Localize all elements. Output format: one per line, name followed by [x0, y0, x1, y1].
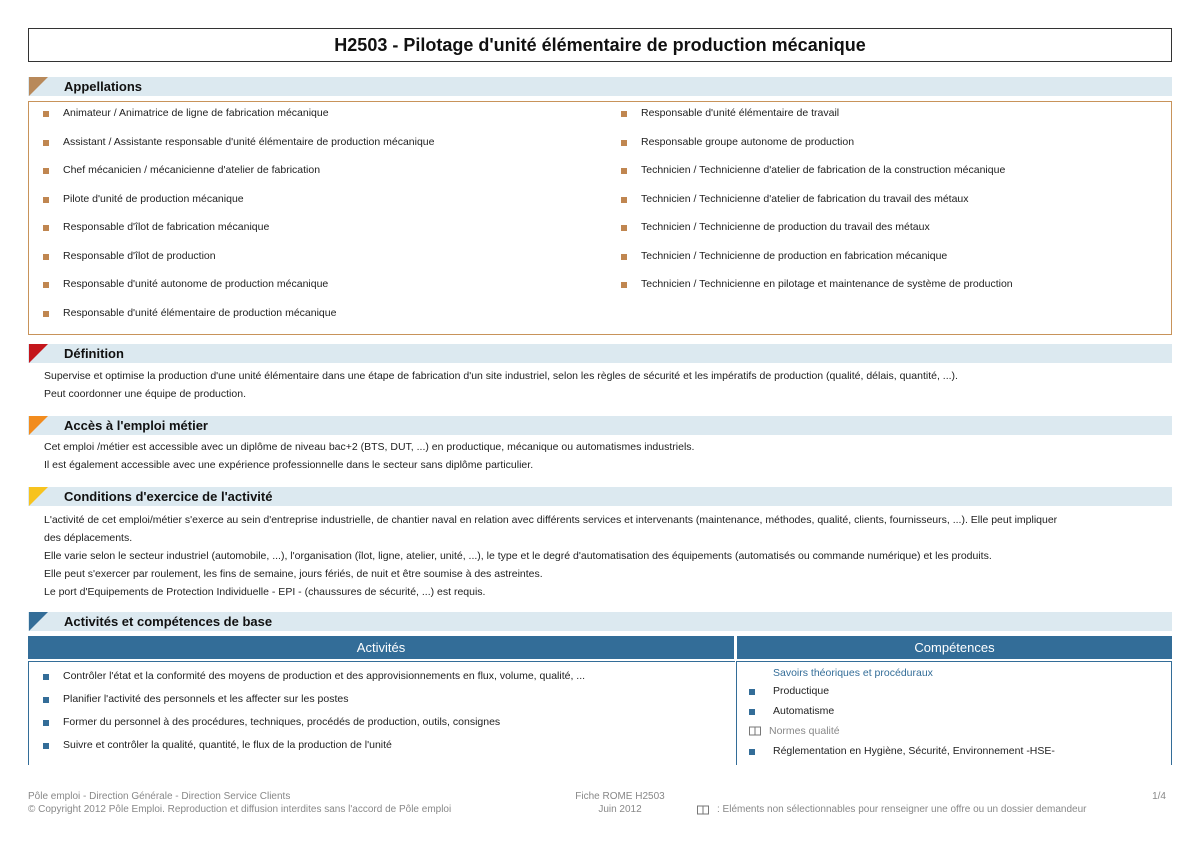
- appellation-item: [43, 307, 434, 336]
- appellation-item: [43, 136, 434, 165]
- competences-items: [749, 685, 1055, 765]
- footer-left: [28, 790, 451, 816]
- square-bullet-icon: [43, 168, 49, 174]
- acces-line: Il est également accessible avec une expérience professionnelle dans le secteur sans diplôme particulier.: [44, 459, 534, 471]
- square-bullet-icon: [621, 140, 627, 146]
- square-bullet-icon: [43, 111, 49, 117]
- section-appellations-bar: [28, 77, 1172, 96]
- appellation-item: [621, 221, 1013, 250]
- definition-line: Peut coordonner une équipe de production.: [44, 388, 246, 400]
- appellation-item-label: Technicien / Technicienne de production du travail des métaux: [641, 221, 930, 233]
- appellation-item-label: Assistant / Assistante responsable d'unité élémentaire de production mécanique: [63, 135, 435, 148]
- activites-box: [28, 661, 735, 765]
- appellations-right-list: [621, 107, 1013, 307]
- page-title: H2503 - Pilotage d'unité élémentaire de production mécanique: [28, 28, 1172, 62]
- square-bullet-icon: [43, 282, 49, 288]
- square-bullet-icon: [621, 111, 627, 117]
- square-bullet-icon: [621, 197, 627, 203]
- definition-line: Supervise et optimise la production d'une unité élémentaire dans une étape de fabrication d'un site industriel, selon les règles de sécurité et les impératifs de production (qualité, délais, quantité, ...).: [44, 370, 958, 382]
- competence-label: Automatisme: [773, 705, 835, 717]
- square-bullet-icon: [749, 709, 755, 715]
- appellation-item-label: Technicien / Technicienne de production en fabrication mécanique: [641, 249, 948, 262]
- appellations-left-list: [43, 107, 434, 335]
- competence-item: [749, 705, 1055, 725]
- activite-item: [43, 739, 585, 762]
- conditions-line: Elle peut s'exercer par roulement, les fins de semaine, jours fériés, de nuit et être soumise à des astreintes.: [44, 568, 543, 580]
- appellation-item-label: Technicien / Technicienne en pilotage et maintenance de système de production: [641, 278, 1013, 290]
- competence-label: Normes qualité: [769, 725, 840, 737]
- conditions-line: des déplacements.: [44, 532, 133, 544]
- appellation-item: [621, 278, 1013, 307]
- square-bullet-icon: [43, 225, 49, 231]
- square-bullet-icon: [43, 197, 49, 203]
- square-bullet-icon: [43, 697, 49, 703]
- appellation-item-label: Chef mécanicien / mécanicienne d'atelier de fabrication: [63, 164, 321, 176]
- appellation-item: [43, 193, 434, 222]
- acces-text: [44, 438, 694, 474]
- appellation-item-label: Animateur / Animatrice de ligne de fabrication mécanique: [63, 107, 329, 119]
- appellation-item: [621, 164, 1013, 193]
- square-bullet-icon: [43, 140, 49, 146]
- appellation-item: [621, 136, 1013, 165]
- square-bullet-icon: [43, 311, 49, 317]
- competence-item: [749, 745, 1055, 765]
- square-bullet-icon: [621, 254, 627, 260]
- competence-label: Réglementation en Hygiène, Sécurité, Environnement -HSE-: [773, 745, 1055, 757]
- base-triangle-icon: [29, 612, 48, 631]
- appellation-item-label: Responsable d'îlot de fabrication mécanique: [63, 221, 270, 233]
- competences-subheading: Savoirs théoriques et procéduraux: [773, 667, 933, 679]
- appellation-item: [43, 164, 434, 193]
- square-bullet-icon: [43, 720, 49, 726]
- activite-item-label: Planifier l'activité des personnels et les affecter sur les postes: [63, 693, 349, 705]
- square-bullet-icon: [621, 225, 627, 231]
- footer-copyright: © Copyright 2012 Pôle Emploi. Reproduction et diffusion interdites sans l'accord de Pôle emploi: [28, 804, 452, 815]
- square-bullet-icon: [749, 749, 755, 755]
- section-base-bar: [28, 612, 1172, 631]
- appellations-triangle-icon: [29, 77, 48, 96]
- activite-item-label: Former du personnel à des procédures, techniques, procédés de production, outils, consignes: [63, 716, 501, 728]
- activites-list: [43, 670, 585, 762]
- appellation-item: [43, 107, 434, 136]
- acces-line: Cet emploi /métier est accessible avec un diplôme de niveau bac+2 (BTS, DUT, ...) en productique, mécanique ou automatismes industriels.: [44, 441, 695, 453]
- square-bullet-icon: [43, 254, 49, 260]
- appellation-item: [43, 278, 434, 307]
- appellation-item: [43, 250, 434, 279]
- square-bullet-icon: [749, 689, 755, 695]
- footer-note: [697, 803, 1087, 816]
- footer-center: [540, 790, 700, 816]
- footer-page-number: 1/4: [1152, 791, 1166, 802]
- conditions-line: L'activité de cet emploi/métier s'exerce au sein d'entreprise industrielle, de chantier naval en relation avec différents services et intervenants (maintenance, méthodes, qualité, clients, fournisseurs, ...). Elle peut impliquer: [44, 514, 1058, 526]
- activites-header: Activités: [28, 636, 734, 659]
- section-conditions-bar: [28, 487, 1172, 506]
- conditions-line: Elle varie selon le secteur industriel (automobile, ...), l'organisation (îlot, ligne, atelier, unité, ...), le type et le degré d'automatisation des équipements (automatisés ou commande numérique) et les produits.: [44, 550, 992, 562]
- definition-heading: Définition: [64, 346, 124, 361]
- conditions-heading: Conditions d'exercice de l'activité: [64, 489, 273, 504]
- appellation-item-label: Responsable d'unité autonome de production mécanique: [63, 278, 329, 290]
- activite-item: [43, 716, 585, 739]
- activite-item: [43, 670, 585, 693]
- footer-note-text: : Eléments non sélectionnables pour renseigner une offre ou un dossier demandeur: [717, 804, 1087, 815]
- section-acces-bar: [28, 416, 1172, 435]
- appellation-item-label: Responsable d'îlot de production: [63, 249, 216, 262]
- competences-box: [736, 661, 1172, 765]
- appellations-heading: Appellations: [64, 79, 143, 94]
- appellation-item: [621, 107, 1013, 136]
- competence-item: [749, 725, 1055, 745]
- appellation-item-label: Responsable d'unité élémentaire de production mécanique: [63, 306, 337, 319]
- competence-item: [749, 685, 1055, 705]
- footer-fiche: Fiche ROME H2503: [575, 791, 665, 802]
- appellation-item: [43, 221, 434, 250]
- square-bullet-icon: [621, 282, 627, 288]
- definition-text: [44, 367, 958, 403]
- acces-triangle-icon: [29, 416, 48, 435]
- appellation-item-label: Technicien / Technicienne d'atelier de fabrication de la construction mécanique: [641, 164, 1006, 176]
- appellation-item-label: Technicien / Technicienne d'atelier de fabrication du travail des métaux: [641, 192, 969, 205]
- acces-heading: Accès à l'emploi métier: [64, 418, 208, 433]
- square-bullet-icon: [43, 743, 49, 749]
- appellation-item: [621, 250, 1013, 279]
- section-definition-bar: [28, 344, 1172, 363]
- base-heading: Activités et compétences de base: [64, 614, 273, 629]
- activite-item-label: Contrôler l'état et la conformité des moyens de production et des approvisionnements en flux, volume, qualité, ...: [63, 670, 586, 682]
- book-icon: [749, 726, 761, 736]
- conditions-triangle-icon: [29, 487, 48, 506]
- book-icon: [697, 805, 709, 815]
- conditions-text: [44, 511, 1057, 601]
- competences-header: Compétences: [737, 636, 1172, 659]
- footer-org: Pôle emploi - Direction Générale - Direction Service Clients: [28, 791, 291, 802]
- competences-list: [749, 667, 1055, 765]
- square-bullet-icon: [43, 674, 49, 680]
- conditions-line: Le port d'Equipements de Protection Individuelle - EPI - (chaussures de sécurité, ...) est requis.: [44, 586, 486, 598]
- appellation-item-label: Pilote d'unité de production mécanique: [63, 192, 244, 205]
- appellation-item-label: Responsable d'unité élémentaire de travail: [641, 107, 840, 119]
- competence-label: Productique: [773, 685, 830, 697]
- activite-item-label: Suivre et contrôler la qualité, quantité, le flux de la production de l'unité: [63, 739, 392, 751]
- appellation-item-label: Responsable groupe autonome de production: [641, 135, 855, 148]
- definition-triangle-icon: [29, 344, 48, 363]
- appellations-box: [28, 101, 1172, 335]
- appellation-item: [621, 193, 1013, 222]
- activite-item: [43, 693, 585, 716]
- footer-date: Juin 2012: [598, 804, 642, 815]
- square-bullet-icon: [621, 168, 627, 174]
